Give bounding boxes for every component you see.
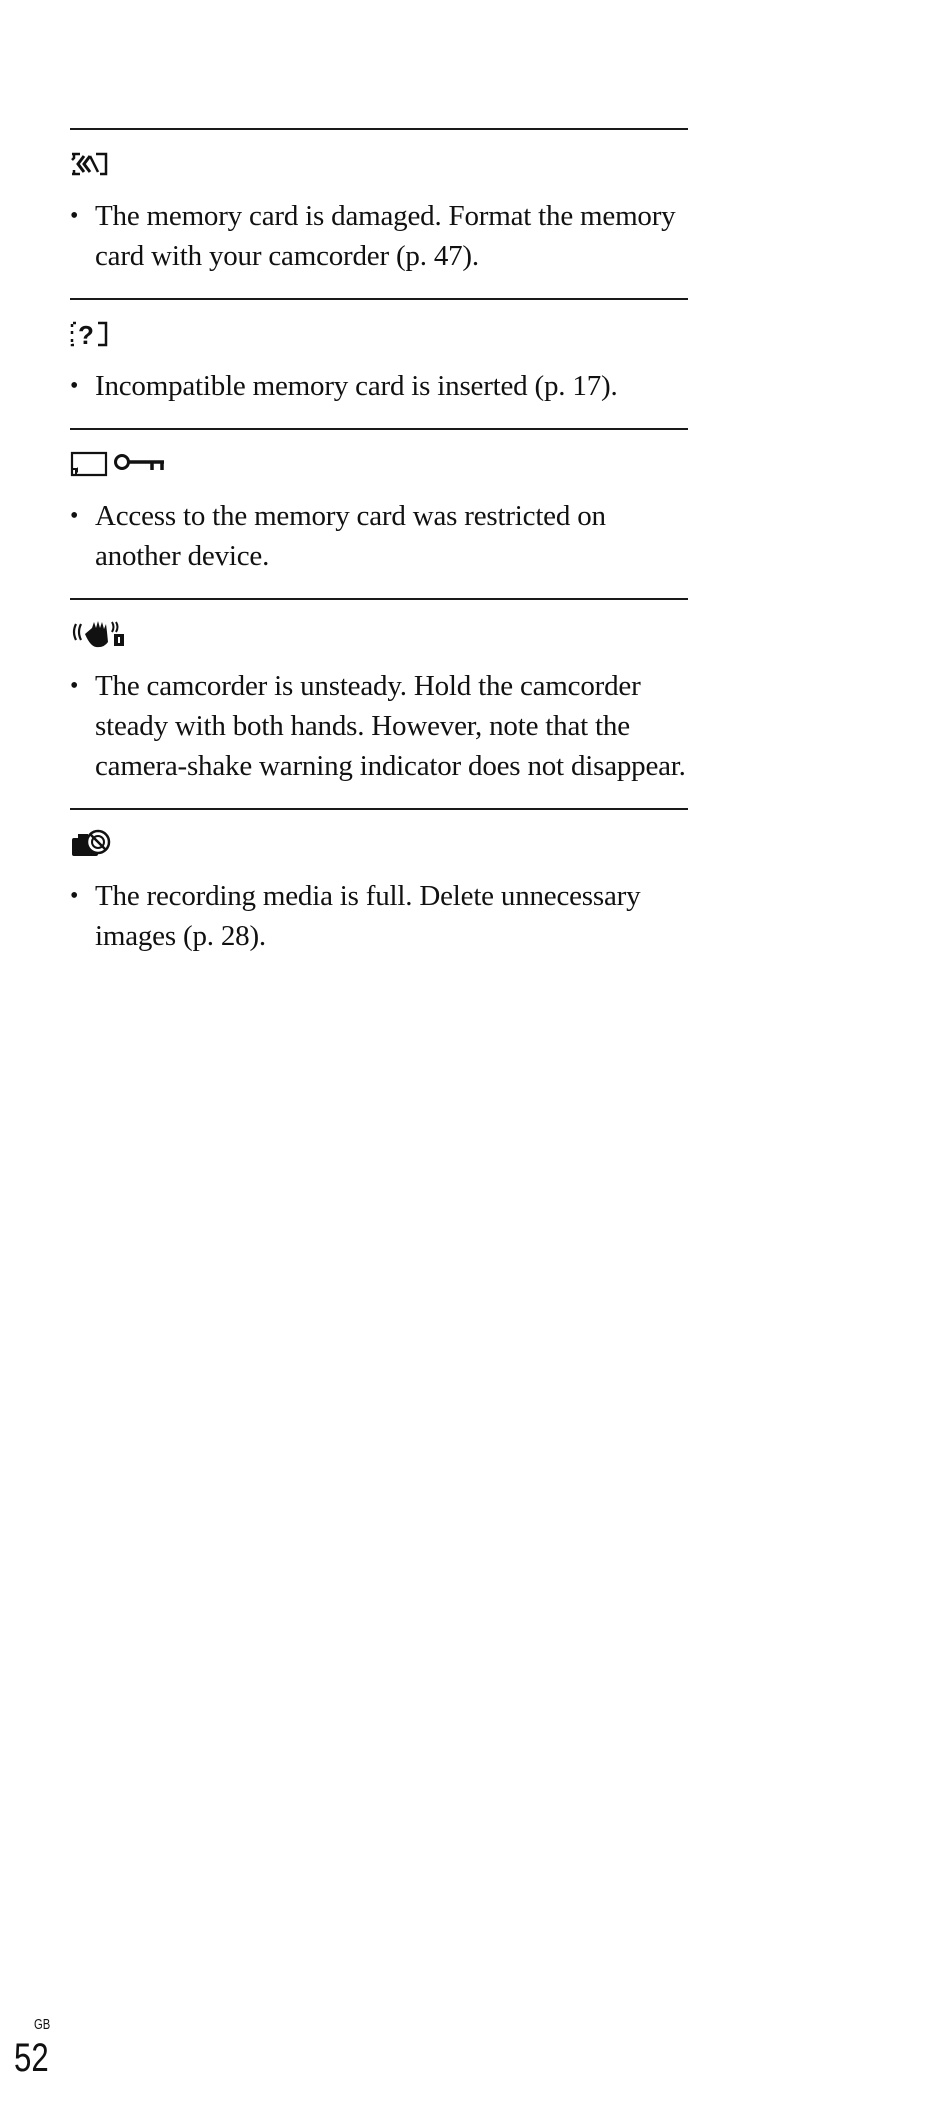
error-section-incompatible: [70, 298, 688, 428]
error-section-damaged: [70, 128, 688, 298]
page-number: 52: [14, 2036, 49, 2080]
svg-text:?: ?: [78, 320, 94, 349]
error-description: • The camcorder is unsteady. Hold the camcorder steady with both hands. However, note that the camera-shake warning indicator does not disappear.: [70, 666, 688, 786]
error-section-unsteady: [70, 598, 688, 808]
media-full-icon: [70, 828, 688, 860]
memory-card-incompatible-icon: [70, 318, 688, 350]
region-code: GB: [34, 2016, 51, 2033]
memory-card-damaged-icon: [70, 148, 688, 180]
error-description: • Incompatible memory card is inserted (p. 17).: [70, 366, 688, 406]
memory-card-locked-icon: [70, 448, 688, 480]
error-description: • Access to the memory card was restricted on another device.: [70, 496, 688, 576]
error-section-media-full: [70, 808, 688, 978]
error-section-restricted: [70, 428, 688, 598]
error-description: • The recording media is full. Delete unnecessary images (p. 28).: [70, 876, 688, 956]
camera-shake-warning-icon: [70, 618, 688, 650]
error-description: • The memory card is damaged. Format the memory card with your camcorder (p. 47).: [70, 196, 688, 276]
error-list: [70, 128, 688, 978]
